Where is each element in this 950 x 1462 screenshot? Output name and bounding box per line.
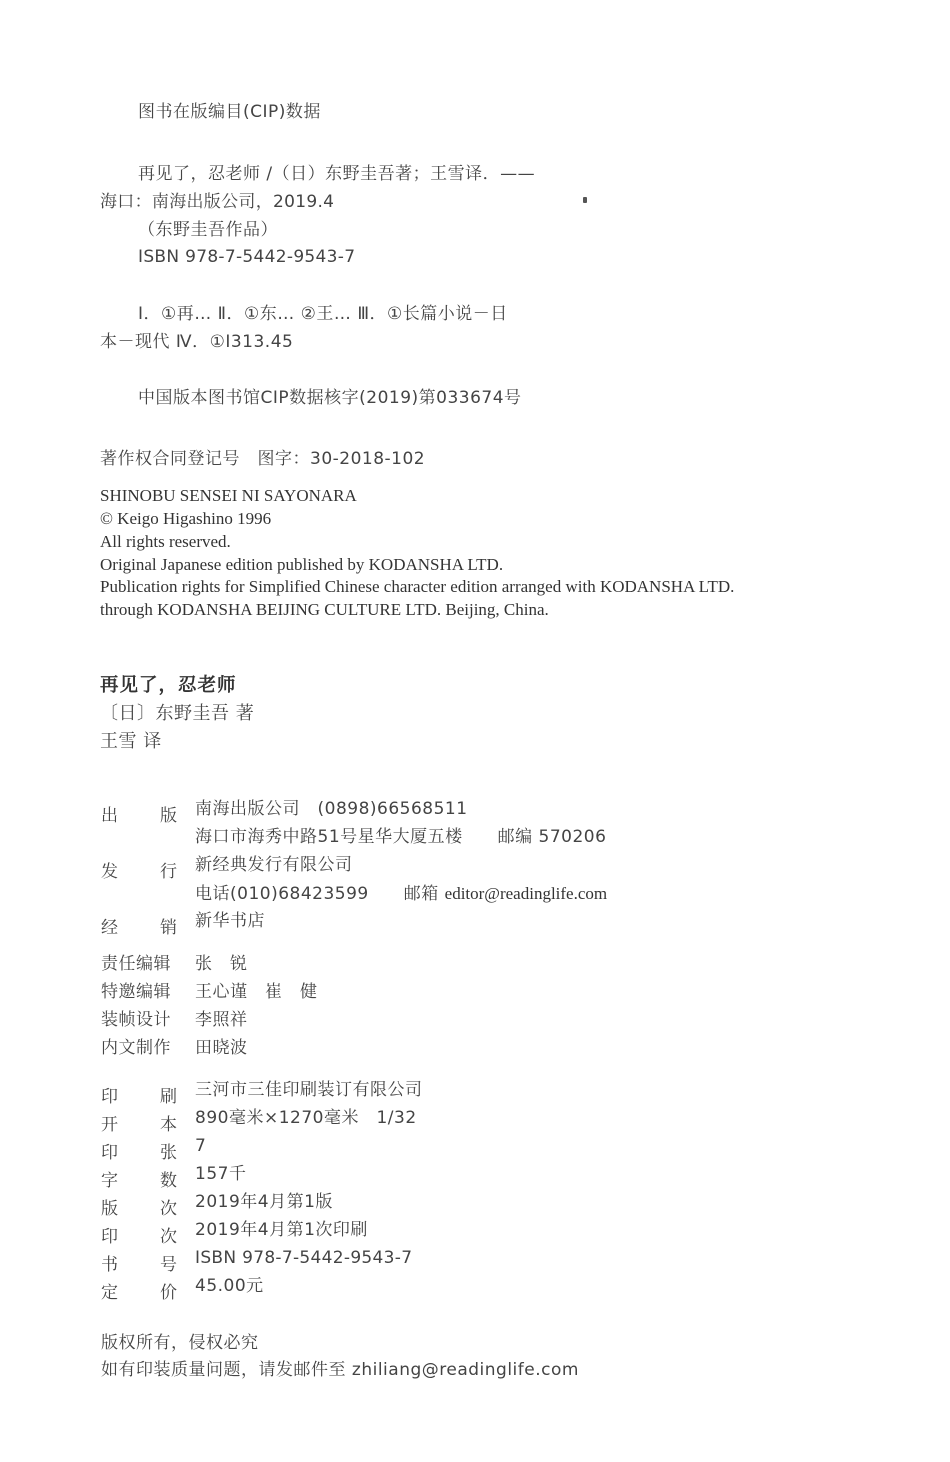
book-author: 〔日〕东野圭吾 著 [100,703,255,724]
distributor-email-link[interactable]: editor@readinglife.com [444,884,608,903]
rights-reserved: 版权所有，侵权必究 [101,1333,259,1353]
spec-value-printing: 2019年4月第1次印刷 [195,1220,368,1240]
editor-label-typesetting: 内文制作 [101,1038,171,1058]
distributor-contact [195,885,607,903]
cip-classification-2: 本－现代 Ⅳ．①I313.45 [100,332,294,352]
editor-label-responsible: 责任编辑 [101,954,171,974]
editor-value-responsible: 张 锐 [195,954,248,974]
spec-value-wordcount: 157千 [195,1164,247,1184]
en-line-original-edition: Original Japanese edition published by KODANSHA LTD. [100,555,504,574]
spec-value-isbn: ISBN 978-7-5442-9543-7 [195,1248,413,1268]
quality-contact: 如有印装质量问题，请发邮件至 zhiliang@readinglife.com [101,1360,579,1380]
spec-label-isbn: 书 号 [101,1255,177,1275]
publisher: 南海出版公司 (0898)66568511 [195,799,468,819]
spec-label-format: 开 本 [101,1115,177,1135]
spec-label-printer: 印 刷 [101,1087,177,1107]
publisher-address: 海口市海秀中路51号星华大厦五楼 邮编 570206 [195,827,607,847]
cip-heading: 图书在版编目(CIP)数据 [138,102,321,122]
publish-label: 出 版 [101,806,177,826]
spec-label-printing: 印 次 [101,1227,177,1247]
distributor: 新经典发行有限公司 [195,855,353,875]
cip-line-3: （东野圭吾作品） [138,220,278,240]
spec-label-edition: 版 次 [101,1199,177,1219]
cip-record-number: 中国版本图书馆CIP数据核字(2019)第033674号 [138,388,522,408]
cip-line-2: 海口：南海出版公司，2019.4 [100,192,335,212]
ink-speck-mark [583,197,587,203]
en-line-agency: through KODANSHA BEIJING CULTURE LTD. Beijing, China. [100,600,549,619]
en-line-copyright: © Keigo Higashino 1996 [100,509,272,528]
copyright-registration: 著作权合同登记号 图字：30-2018-102 [100,449,426,469]
spec-label-price: 定 价 [101,1283,177,1303]
en-line-rights: All rights reserved. [100,532,231,551]
distributor-phone: 电话(010)68423599 邮箱 [195,884,439,904]
spec-value-printer: 三河市三佳印刷装订有限公司 [195,1080,423,1100]
spec-value-price: 45.00元 [195,1276,264,1296]
spec-label-wordcount: 字 数 [101,1171,177,1191]
editor-value-guest: 王心谨 崔 健 [195,982,318,1002]
editor-label-design: 装帧设计 [101,1010,171,1030]
editor-label-guest: 特邀编辑 [101,982,171,1002]
book-title: 再见了，忍老师 [100,675,237,696]
spec-value-edition: 2019年4月第1版 [195,1192,333,1212]
distribute-label: 发 行 [101,862,177,882]
cip-line-1: 再见了，忍老师 /（日）东野圭吾著；王雪译．—— [138,164,536,184]
cip-isbn: ISBN 978-7-5442-9543-7 [138,247,356,267]
editor-value-design: 李照祥 [195,1010,248,1030]
sell-label: 经 销 [101,918,177,938]
book-translator: 王雪 译 [100,731,162,752]
spec-value-sheets: 7 [195,1136,207,1156]
spec-value-format: 890毫米×1270毫米 1/32 [195,1108,417,1128]
en-line-original-title: SHINOBU SENSEI NI SAYONARA [100,486,357,505]
spec-label-sheets: 印 张 [101,1143,177,1163]
editor-value-typesetting: 田晓波 [195,1038,248,1058]
cip-classification-1: Ⅰ．①再… Ⅱ．①东… ②王… Ⅲ．①长篇小说－日 [138,304,508,324]
en-line-publication-rights: Publication rights for Simplified Chinese character edition arranged with KODANSHA LTD. [100,577,735,596]
seller: 新华书店 [195,911,265,931]
